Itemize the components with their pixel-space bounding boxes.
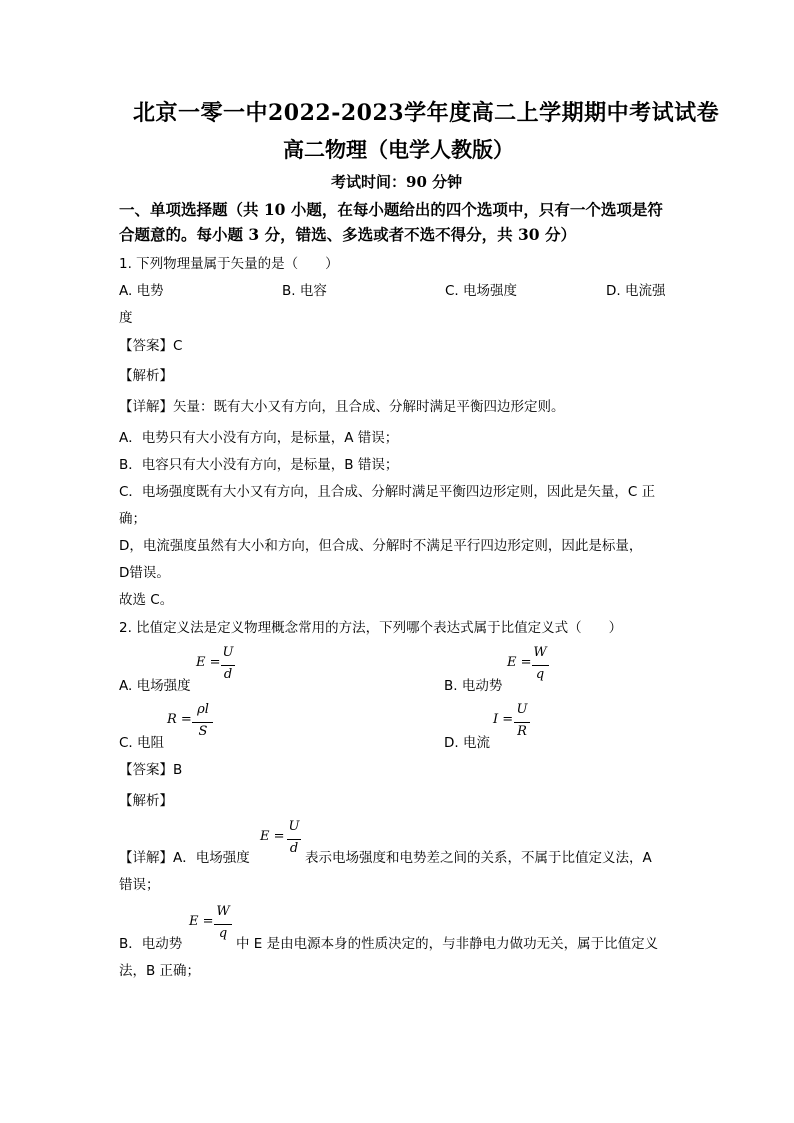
- formula-lhs: E =: [189, 914, 214, 929]
- formula-denominator: R: [517, 724, 527, 739]
- q2-option-b-label: B. 电动势: [444, 678, 503, 694]
- q1-option-b: B. 电容: [282, 283, 327, 299]
- section-heading-line2: 合题意的。每小题 3 分，错选、多选或者不选不得分，共 30 分）: [119, 225, 576, 244]
- q1-line-c-wrap: 确；: [119, 511, 146, 527]
- q2-option-a-label: A. 电场强度: [119, 678, 191, 694]
- q2-detail-b-formula: [189, 904, 235, 944]
- q2-option-c-formula: [167, 702, 217, 742]
- q2-stem: 2. 比值定义法是定义物理概念常用的方法，下列哪个表达式属于比值定义式（ ）: [119, 620, 623, 636]
- document-subtitle: 高二物理（电学人教版）: [283, 137, 514, 162]
- formula-lhs: I =: [493, 712, 514, 727]
- document-title: 北京一零一中2022-2023学年度高二上学期期中考试试卷: [133, 100, 720, 126]
- q2-option-a-formula: [196, 645, 242, 685]
- q1-line-a: A．电势只有大小没有方向，是标量，A 错误；: [119, 430, 399, 446]
- q1-stem: 1. 下列物理量属于矢量的是（ ）: [119, 256, 339, 272]
- formula-numerator: U: [288, 819, 300, 834]
- fraction-bar: [287, 839, 301, 840]
- q2-option-d-formula: [493, 702, 533, 742]
- fraction-bar: [532, 665, 549, 666]
- formula-lhs: E =: [507, 655, 532, 670]
- q2-option-c-label: C. 电阻: [119, 735, 165, 751]
- formula-denominator: S: [198, 724, 208, 739]
- q2-analysis-label: 【解析】: [119, 793, 173, 809]
- q1-line-b: B．电容只有大小没有方向，是标量，B 错误；: [119, 457, 399, 473]
- q1-answer: 【答案】C: [119, 338, 183, 354]
- section-heading-line1: 一、单项选择题（共 10 小题，在每小题给出的四个选项中，只有一个选项是符: [119, 200, 663, 219]
- fraction-bar: [221, 665, 235, 666]
- q1-line-d-wrap: D错误。: [119, 565, 170, 581]
- fraction-bar: [192, 722, 213, 723]
- q1-detail: 【详解】矢量：既有大小又有方向，且合成、分解时满足平衡四边形定则。: [119, 399, 565, 415]
- formula-lhs: E =: [196, 655, 221, 670]
- q1-option-a: A. 电势: [119, 283, 164, 299]
- q1-line-d: D，电流强度虽然有大小和方向，但合成、分解时不满足平行四边形定则，因此是标量，: [119, 538, 643, 554]
- q2-detail-b-suffix: 中 E 是由电源本身的性质决定的，与非静电力做功无关，属于比值定义: [236, 936, 659, 952]
- formula-numerator: U: [222, 645, 234, 660]
- q2-detail-a-wrap: 错误；: [119, 877, 160, 893]
- q1-option-d: D. 电流强: [606, 283, 666, 299]
- formula-lhs: E =: [260, 829, 285, 844]
- q1-option-c: C. 电场强度: [445, 283, 518, 299]
- formula-numerator: W: [533, 645, 547, 660]
- fraction-bar: [514, 722, 530, 723]
- formula-denominator: q: [535, 667, 545, 682]
- q2-detail-a-suffix: 表示电场强度和电势差之间的关系，不属于比值定义法，A: [305, 850, 652, 866]
- fraction-bar: [214, 924, 232, 925]
- q1-analysis-label: 【解析】: [119, 368, 173, 384]
- q2-option-d-label: D. 电流: [444, 735, 490, 751]
- q1-line-c: C．电场强度既有大小又有方向，且合成、分解时满足平衡四边形定则，因此是矢量，C 正: [119, 484, 656, 500]
- q2-option-b-formula: [507, 645, 555, 685]
- exam-time: 考试时间：90 分钟: [331, 173, 463, 191]
- formula-numerator: W: [216, 904, 230, 919]
- q2-answer: 【答案】B: [119, 762, 183, 778]
- q1-conclusion: 故选 C。: [119, 592, 174, 608]
- formula-numerator: ρl: [197, 702, 209, 717]
- q2-detail-b-prefix: B．电动势: [119, 936, 183, 952]
- q2-detail-a-formula: [260, 819, 304, 859]
- formula-numerator: U: [516, 702, 528, 717]
- q2-detail-a-prefix: 【详解】A．电场强度: [119, 850, 250, 866]
- formula-denominator: d: [223, 667, 233, 682]
- formula-denominator: d: [289, 841, 299, 856]
- q1-option-d-wrap: 度: [119, 310, 133, 326]
- formula-lhs: R =: [167, 712, 192, 727]
- q2-detail-b-wrap: 法，B 正确；: [119, 963, 201, 979]
- formula-denominator: q: [218, 926, 228, 941]
